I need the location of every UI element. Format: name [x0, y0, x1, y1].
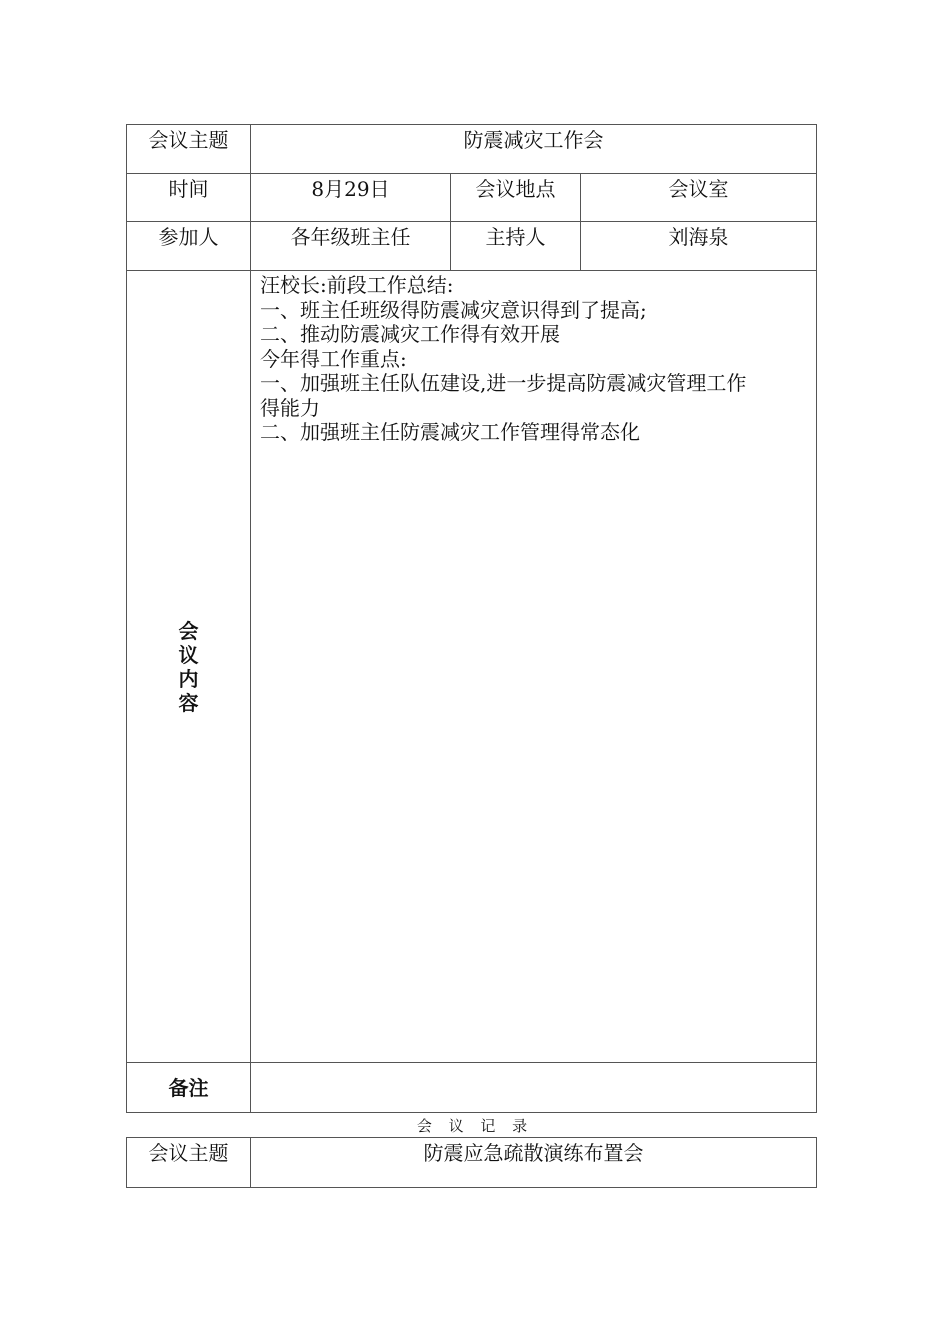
- place-label-cell: [451, 174, 581, 222]
- attendees-value: 各年级班主任: [290, 225, 411, 249]
- remark-value-cell: [251, 1063, 817, 1113]
- content-row: [127, 271, 817, 1063]
- section-title: 会 议 记 录: [416, 1117, 534, 1135]
- time-row: [127, 174, 817, 222]
- content-label-char: 议: [178, 642, 199, 667]
- remark-label-cell: [127, 1063, 251, 1113]
- meeting-record-table-1: [126, 124, 817, 1113]
- content-label-char: 容: [178, 690, 199, 715]
- content-line: 汪校长:前段工作总结:: [260, 273, 454, 297]
- topic-label-cell-2: [127, 1138, 251, 1188]
- content-label-char: 会: [178, 618, 199, 643]
- topic-value-cell: [251, 125, 817, 174]
- place-value: 会议室: [668, 177, 729, 201]
- topic-row: [127, 125, 817, 174]
- host-label: 主持人: [485, 225, 546, 249]
- place-label: 会议地点: [475, 177, 556, 201]
- content-line: 一、加强班主任队伍建设,进一步提高防震减灾管理工作: [260, 371, 747, 395]
- time-value-cell: [251, 174, 451, 222]
- time-value: 8月29日: [311, 177, 390, 201]
- content-line: 今年得工作重点:: [260, 346, 407, 371]
- time-label: 时间: [168, 177, 209, 201]
- remark-row: [127, 1063, 817, 1113]
- topic-value-cell-2: [251, 1138, 817, 1188]
- topic-value-2: 防震应急疏散演练布置会: [423, 1141, 644, 1165]
- topic-label-2: 会议主题: [148, 1141, 229, 1165]
- content-line: 一、班主任班级得防震减灾意识得到了提高;: [260, 297, 647, 322]
- content-value-cell: [251, 271, 817, 1063]
- remark-label: 备注: [168, 1075, 209, 1100]
- content-line: 二、加强班主任防震减灾工作管理得常态化: [260, 420, 640, 444]
- topic-label: 会议主题: [148, 128, 229, 152]
- topic-label-cell: [127, 125, 251, 174]
- topic-value: 防震减灾工作会: [463, 128, 604, 152]
- attendees-row: [127, 222, 817, 271]
- attendees-label-cell: [127, 222, 251, 271]
- attendees-value-cell: [251, 222, 451, 271]
- host-label-cell: [451, 222, 581, 271]
- host-value-cell: [581, 222, 817, 271]
- content-label-cell: [127, 271, 251, 1063]
- host-value: 刘海泉: [668, 225, 729, 249]
- meeting-record-table-2: [126, 1137, 817, 1188]
- place-value-cell: [581, 174, 817, 222]
- content-line: 二、推动防震减灾工作得有效开展: [260, 322, 560, 346]
- topic-row-2: [127, 1138, 817, 1188]
- time-label-cell: [127, 174, 251, 222]
- attendees-label: 参加人: [158, 225, 219, 249]
- content-line: 得能力: [260, 395, 320, 420]
- content-label-char: 内: [178, 666, 199, 691]
